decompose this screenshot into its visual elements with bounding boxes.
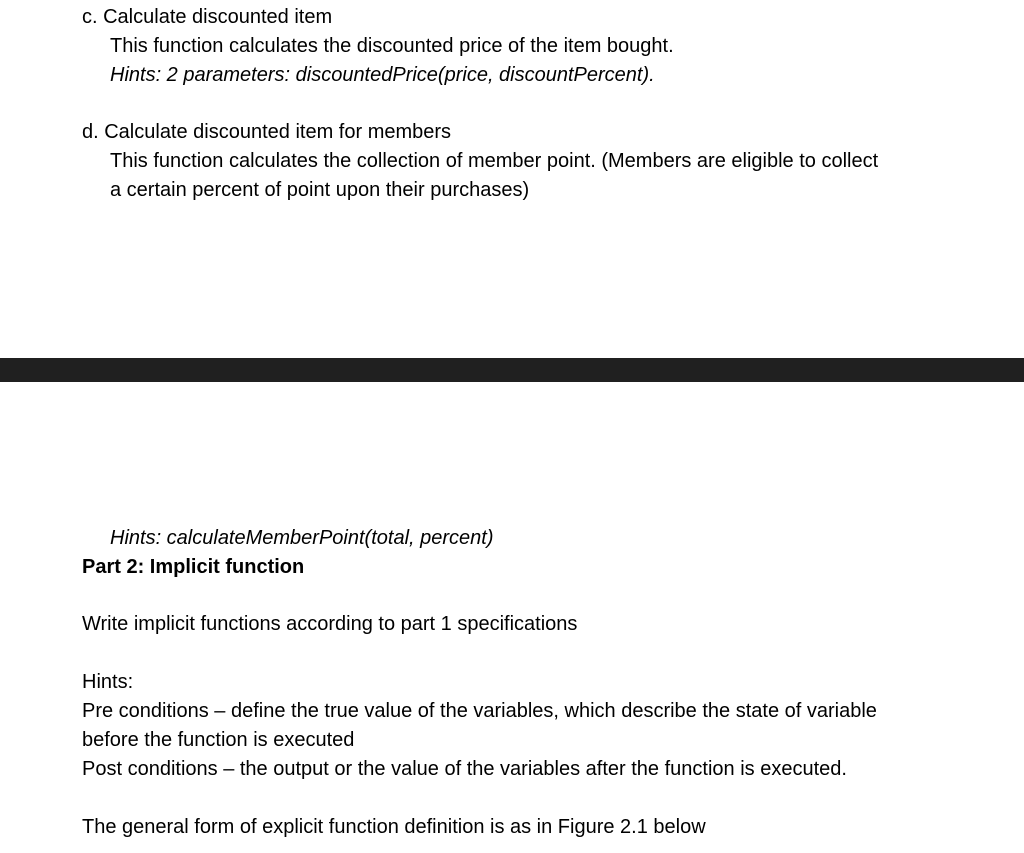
- item-c-description: This function calculates the discounted price of the item bought.: [110, 35, 674, 57]
- document-page-top: [0, 0, 1024, 358]
- document-page-bottom: [0, 382, 1024, 853]
- item-c-heading: c. Calculate discounted item: [82, 6, 333, 28]
- hints-label: Hints:: [82, 671, 134, 693]
- item-c-hint: Hints: 2 parameters: discountedPrice(price, discountPercent).: [110, 64, 655, 86]
- page-separator: [0, 358, 1024, 382]
- part2-title: Part 2: Implicit function: [82, 556, 305, 578]
- post-conditions: Post conditions – the output or the value of the variables after the function is executed.: [82, 758, 847, 780]
- pre-conditions-line1: Pre conditions – define the true value of the variables, which describe the state of variable: [82, 700, 877, 722]
- pre-conditions-line2: before the function is executed: [82, 729, 355, 751]
- member-point-hint: Hints: calculateMemberPoint(total, percent): [110, 527, 494, 549]
- general-form-text: The general form of explicit function definition is as in Figure 2.1 below: [82, 816, 706, 838]
- item-d-description-line2: a certain percent of point upon their purchases): [110, 179, 530, 201]
- part2-instruction: Write implicit functions according to part 1 specifications: [82, 613, 578, 635]
- item-d-description-line1: This function calculates the collection of member point. (Members are eligible to collect: [110, 150, 879, 172]
- item-d-heading: d. Calculate discounted item for members: [82, 121, 452, 143]
